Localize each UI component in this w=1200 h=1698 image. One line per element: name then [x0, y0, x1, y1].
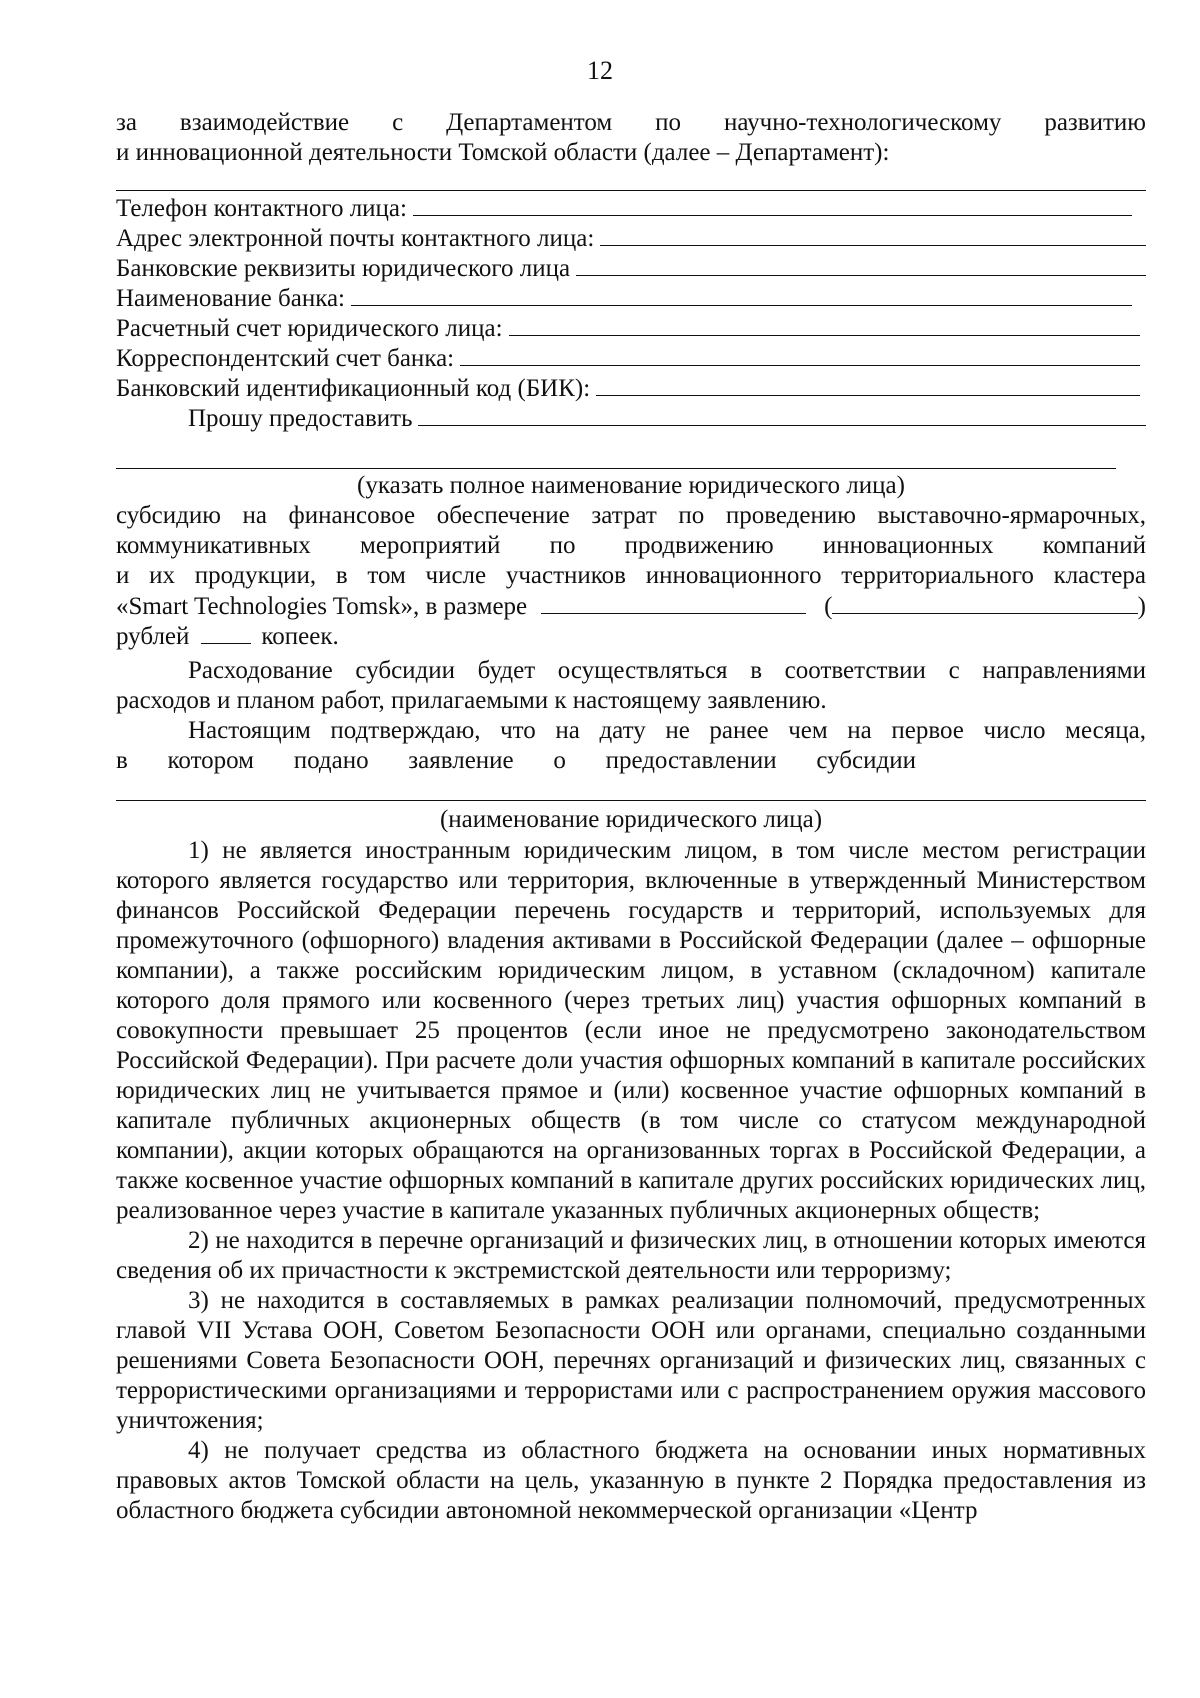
- bank-details-label: Банковские реквизиты юридического лица: [116, 255, 571, 282]
- confirm-caption: (наименование юридического лица): [439, 806, 823, 833]
- fields-block: [116, 193, 1146, 433]
- kopecks-label: копеек.: [261, 623, 339, 650]
- conditions-list: [116, 836, 1146, 1526]
- corr-account-blank[interactable]: [460, 343, 1140, 366]
- phone-blank[interactable]: [413, 193, 1132, 216]
- bank-name-blank[interactable]: [351, 283, 1132, 306]
- account-field[interactable]: [116, 313, 1140, 343]
- confirm-line-1: Настоящим подтверждаю, что на дату не ранее чем на первое число месяца,: [188, 717, 1146, 744]
- email-field[interactable]: [116, 223, 1146, 253]
- intro-block: [116, 108, 1146, 191]
- kopecks-blank[interactable]: [201, 621, 251, 644]
- confirm-entity-blank[interactable]: [116, 776, 1146, 801]
- amount-prefix: «Smart Technologies Tomsk», в размере: [116, 593, 528, 620]
- condition-item-3: 3) не находится в составляемых в рамках реализации полномочий, предусмотренных главой VII Устава ООН, Советом Безопасности ООН или органами, специально созданными решениями Совета Безопасности ООН, перечнях организаций и физических лиц, связанных с террористическими организациями и террористами или с распространением оружия массового уничтожения;: [116, 1287, 1146, 1434]
- open-paren: (: [824, 593, 833, 620]
- request-label: Прошу предоставить: [188, 405, 413, 432]
- amount-words-blank[interactable]: [832, 591, 1137, 614]
- corr-account-label: Корреспондентский счет банка:: [116, 345, 455, 372]
- bank-name-label: Наименование банка:: [116, 285, 346, 312]
- email-label: Адрес электронной почты контактного лица:: [116, 225, 595, 252]
- intro-line-1: за взаимодействие с Департаментом по научно-технологическому развитию: [116, 109, 1146, 136]
- amount-digits-blank[interactable]: [541, 591, 806, 614]
- bank-name-field[interactable]: [116, 283, 1132, 313]
- close-paren: ): [1137, 593, 1146, 620]
- rubles-label: рублей: [116, 623, 190, 650]
- account-label: Расчетный счет юридического лица:: [116, 315, 503, 342]
- request-blank[interactable]: [418, 403, 1146, 426]
- request-line-4: [116, 591, 1146, 621]
- bank-details-field[interactable]: [116, 253, 1146, 283]
- confirm-line-2: в котором подано заявление о предоставлении субсидии: [116, 747, 916, 774]
- corr-account-field[interactable]: [116, 343, 1140, 373]
- bik-label: Банковский идентификационный код (БИК):: [116, 375, 591, 402]
- bik-field[interactable]: [116, 373, 1140, 403]
- bank-details-blank[interactable]: [576, 253, 1146, 276]
- spending-line-2: расходов и планом работ, прилагаемыми к настоящему заявлению.: [116, 687, 827, 714]
- phone-field[interactable]: [116, 193, 1132, 223]
- email-blank[interactable]: [600, 223, 1146, 246]
- request-line-1: субсидию на финансовое обеспечение затрат по проведению выставочно-ярмарочных,: [116, 502, 1146, 529]
- account-blank[interactable]: [509, 313, 1140, 336]
- confirm-block: [116, 716, 1146, 835]
- request-field[interactable]: [116, 403, 1146, 433]
- spending-block: [116, 656, 1146, 716]
- request-line-3: и их продукции, в том числе участников инновационного территориального кластера: [116, 562, 1146, 589]
- phone-label: Телефон контактного лица:: [116, 195, 407, 222]
- legal-entity-name-blank[interactable]: [116, 446, 1116, 469]
- request-line-2: коммуникативных мероприятий по продвижению инновационных компаний: [116, 532, 1146, 559]
- legal-entity-caption: (указать полное наименование юридического лица): [357, 472, 905, 499]
- condition-item-1: 1) не является иностранным юридическим лицом, в том числе местом регистрации которого является государство или территория, включенные в утвержденный Министерством финансов Российской Федерации перечень государств и территорий, используемых для промежуточного (офшорного) владения активами в Российской Федерации (далее – офшорные компании), а также российским юридическим лицом, в уставном (складочном) капитале которого доля прямого или косвенного (через третьих лиц) участия офшорных компаний в совокупности превышает 25 процентов (если иное не предусмотрено законодательством Российской Федерации). При расчете доли участия офшорных компаний в капитале российских юридических лиц не учитывается прямое и (или) косвенное участие офшорных компаний в капитале публичных акционерных обществ (в том числе со статусом международной компании), акции которых обращаются на организованных торгах в Российской Федерации, а также косвенное участие офшорных компаний в капитале других российских юридических лиц, реализованное через участие в капитале указанных публичных акционерных обществ;: [116, 837, 1146, 1224]
- bik-blank[interactable]: [596, 373, 1140, 396]
- intro-line-2: и инновационной деятельности Томской области (далее – Департамент):: [116, 139, 890, 166]
- department-contact-blank[interactable]: [116, 170, 1146, 191]
- spending-line-1: Расходование субсидии будет осуществляться в соответствии с направлениями: [188, 657, 1146, 684]
- request-block: [116, 446, 1146, 651]
- condition-item-4: 4) не получает средства из областного бюджета на основании иных нормативных правовых актов Томской области на цель, указанную в пункте 2 Порядка предоставления из областного бюджета субсидии автономной некоммерческой организации «Центр: [116, 1437, 1146, 1524]
- request-line-5: [116, 621, 1146, 651]
- page-number: 12: [587, 56, 613, 85]
- condition-item-2: 2) не находится в перечне организаций и физических лиц, в отношении которых имеются сведения об их причастности к экстремистской деятельности или терроризму;: [116, 1227, 1146, 1284]
